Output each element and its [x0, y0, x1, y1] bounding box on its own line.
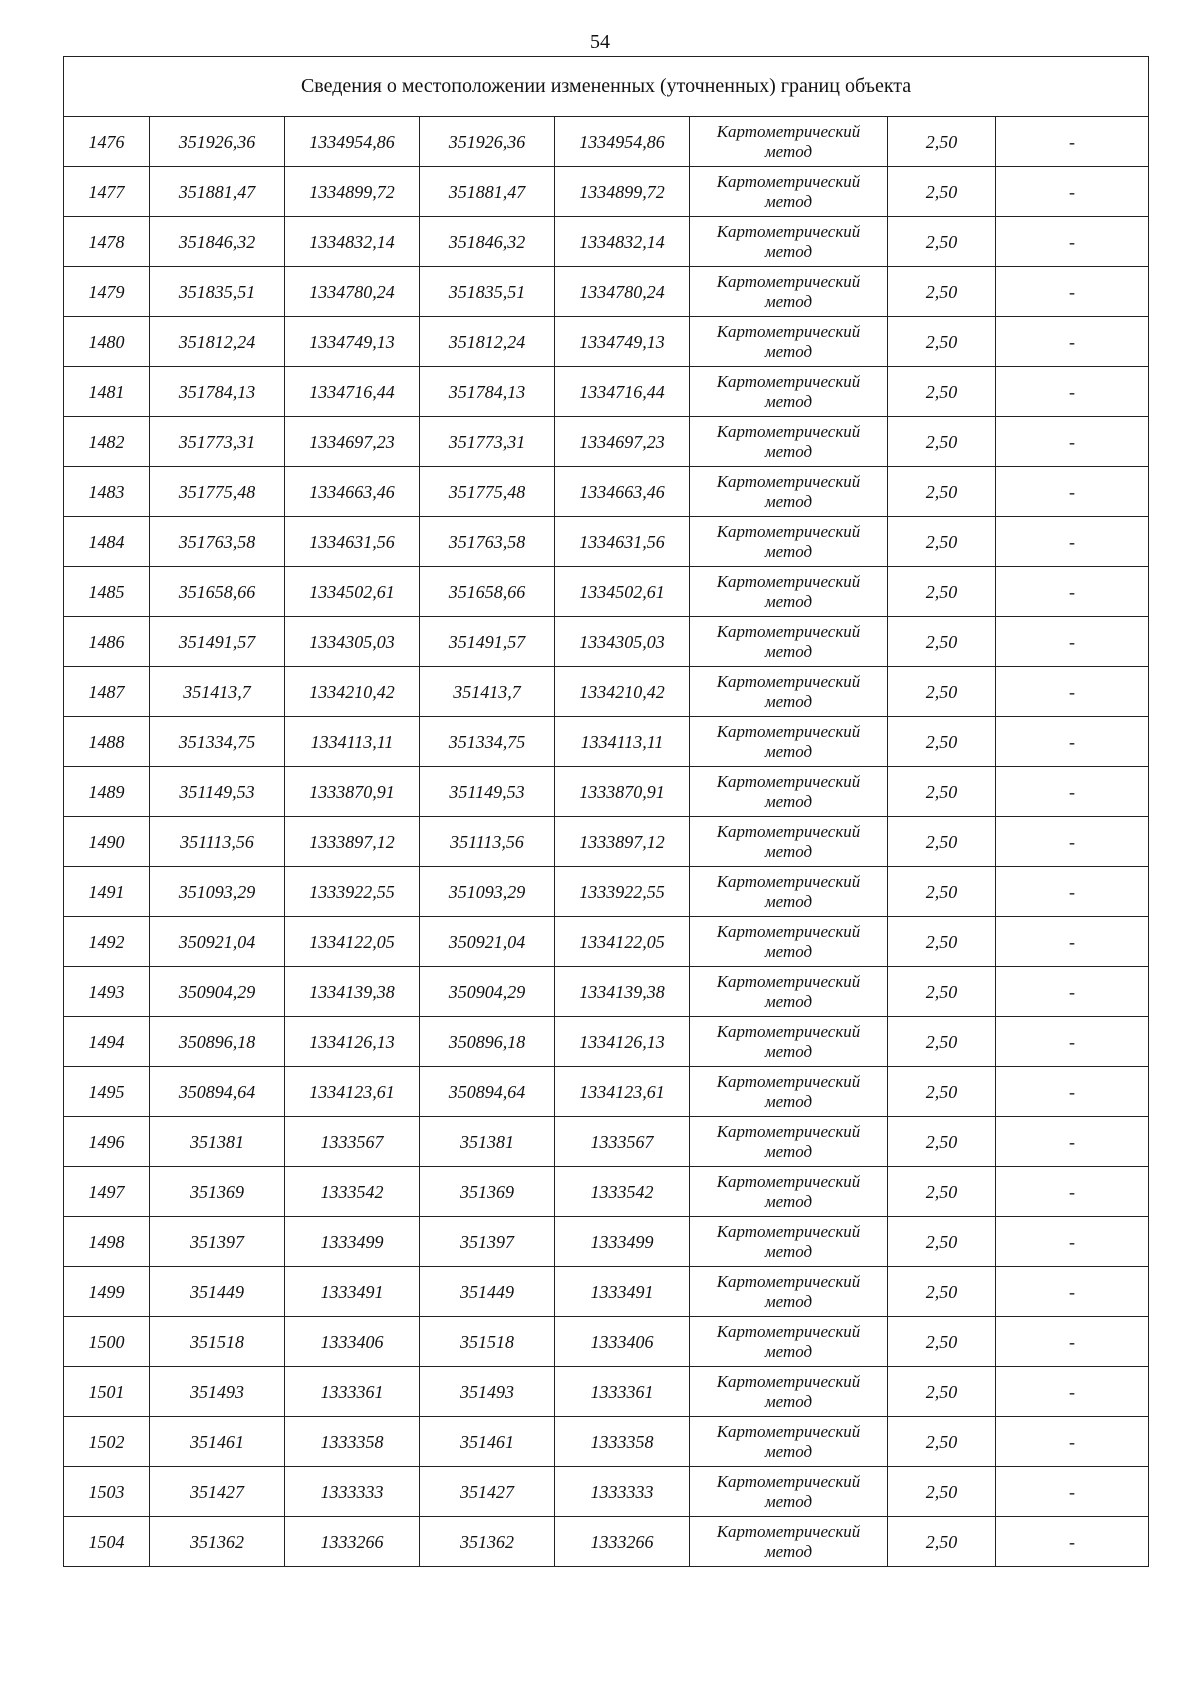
method-cell: Картометрический метод: [690, 1367, 888, 1417]
method-cell: Картометрический метод: [690, 1067, 888, 1117]
method-cell: Картометрический метод: [690, 467, 888, 517]
table-row: [64, 267, 1149, 317]
point-number-cell: 1496: [64, 1117, 150, 1167]
accuracy-cell: 2,50: [888, 1017, 996, 1067]
method-cell: Картометрический метод: [690, 767, 888, 817]
method-cell: Картометрический метод: [690, 1317, 888, 1367]
refined-y-cell: 1334697,23: [555, 417, 690, 467]
accuracy-cell: 2,50: [888, 1167, 996, 1217]
existing-x-cell: 351812,24: [150, 317, 285, 367]
description-cell: -: [996, 1117, 1149, 1167]
refined-x-cell: 351093,29: [420, 867, 555, 917]
accuracy-cell: 2,50: [888, 167, 996, 217]
description-cell: -: [996, 1367, 1149, 1417]
refined-x-cell: 351381: [420, 1117, 555, 1167]
existing-y-cell: 1334899,72: [285, 167, 420, 217]
existing-y-cell: 1334716,44: [285, 367, 420, 417]
refined-x-cell: 351369: [420, 1167, 555, 1217]
description-cell: -: [996, 967, 1149, 1017]
existing-x-cell: 350894,64: [150, 1067, 285, 1117]
existing-x-cell: 351763,58: [150, 517, 285, 567]
table-row: [64, 1467, 1149, 1517]
refined-x-cell: 351493: [420, 1367, 555, 1417]
point-number-cell: 1503: [64, 1467, 150, 1517]
description-cell: -: [996, 1267, 1149, 1317]
existing-x-cell: 351775,48: [150, 467, 285, 517]
table-row: [64, 317, 1149, 367]
description-cell: -: [996, 867, 1149, 917]
accuracy-cell: 2,50: [888, 1367, 996, 1417]
method-cell: Картометрический метод: [690, 917, 888, 967]
existing-y-cell: 1333491: [285, 1267, 420, 1317]
existing-y-cell: 1334123,61: [285, 1067, 420, 1117]
refined-x-cell: 351449: [420, 1267, 555, 1317]
refined-x-cell: 351461: [420, 1417, 555, 1467]
accuracy-cell: 2,50: [888, 717, 996, 767]
existing-x-cell: 351334,75: [150, 717, 285, 767]
refined-y-cell: 1333897,12: [555, 817, 690, 867]
refined-y-cell: 1334749,13: [555, 317, 690, 367]
refined-y-cell: 1333361: [555, 1367, 690, 1417]
method-cell: Картометрический метод: [690, 267, 888, 317]
refined-x-cell: 350896,18: [420, 1017, 555, 1067]
refined-x-cell: 351658,66: [420, 567, 555, 617]
refined-x-cell: 351113,56: [420, 817, 555, 867]
accuracy-cell: 2,50: [888, 517, 996, 567]
existing-x-cell: 350904,29: [150, 967, 285, 1017]
point-number-cell: 1478: [64, 217, 150, 267]
refined-x-cell: 351491,57: [420, 617, 555, 667]
point-number-cell: 1502: [64, 1417, 150, 1467]
table-row: [64, 467, 1149, 517]
description-cell: -: [996, 1217, 1149, 1267]
description-cell: -: [996, 1167, 1149, 1217]
existing-y-cell: 1333897,12: [285, 817, 420, 867]
table-row: [64, 1267, 1149, 1317]
method-cell: Картометрический метод: [690, 717, 888, 767]
table-title-row: [64, 57, 1149, 117]
existing-x-cell: 351381: [150, 1117, 285, 1167]
description-cell: -: [996, 917, 1149, 967]
point-number-cell: 1485: [64, 567, 150, 617]
point-number-cell: 1501: [64, 1367, 150, 1417]
description-cell: -: [996, 717, 1149, 767]
point-number-cell: 1492: [64, 917, 150, 967]
refined-x-cell: 351397: [420, 1217, 555, 1267]
refined-x-cell: 350921,04: [420, 917, 555, 967]
accuracy-cell: 2,50: [888, 617, 996, 667]
refined-x-cell: 351334,75: [420, 717, 555, 767]
refined-y-cell: 1334305,03: [555, 617, 690, 667]
method-cell: Картометрический метод: [690, 667, 888, 717]
accuracy-cell: 2,50: [888, 217, 996, 267]
existing-y-cell: 1334749,13: [285, 317, 420, 367]
method-cell: Картометрический метод: [690, 1467, 888, 1517]
refined-x-cell: 351362: [420, 1517, 555, 1567]
existing-y-cell: 1334126,13: [285, 1017, 420, 1067]
existing-x-cell: 351518: [150, 1317, 285, 1367]
existing-y-cell: 1333406: [285, 1317, 420, 1367]
existing-y-cell: 1333870,91: [285, 767, 420, 817]
method-cell: Картометрический метод: [690, 1117, 888, 1167]
description-cell: -: [996, 467, 1149, 517]
point-number-cell: 1504: [64, 1517, 150, 1567]
description-cell: -: [996, 767, 1149, 817]
method-cell: Картометрический метод: [690, 617, 888, 667]
refined-y-cell: 1334139,38: [555, 967, 690, 1017]
table-row: [64, 667, 1149, 717]
method-cell: Картометрический метод: [690, 1267, 888, 1317]
table-title: Сведения о местоположении измененных (уточненных) границ объекта: [64, 57, 1149, 117]
existing-y-cell: 1334954,86: [285, 117, 420, 167]
existing-y-cell: 1334780,24: [285, 267, 420, 317]
refined-x-cell: 351427: [420, 1467, 555, 1517]
existing-x-cell: 351658,66: [150, 567, 285, 617]
method-cell: Картометрический метод: [690, 567, 888, 617]
existing-y-cell: 1334663,46: [285, 467, 420, 517]
method-cell: Картометрический метод: [690, 1417, 888, 1467]
point-number-cell: 1476: [64, 117, 150, 167]
existing-x-cell: 351881,47: [150, 167, 285, 217]
method-cell: Картометрический метод: [690, 867, 888, 917]
existing-y-cell: 1333333: [285, 1467, 420, 1517]
accuracy-cell: 2,50: [888, 1417, 996, 1467]
accuracy-cell: 2,50: [888, 1317, 996, 1367]
refined-y-cell: 1333491: [555, 1267, 690, 1317]
table-row: [64, 517, 1149, 567]
description-cell: -: [996, 1517, 1149, 1567]
table-row: [64, 1117, 1149, 1167]
table-row: [64, 617, 1149, 667]
method-cell: Картометрический метод: [690, 1167, 888, 1217]
table-row: [64, 1167, 1149, 1217]
refined-y-cell: 1334113,11: [555, 717, 690, 767]
table-row: [64, 367, 1149, 417]
existing-x-cell: 351427: [150, 1467, 285, 1517]
method-cell: Картометрический метод: [690, 517, 888, 567]
refined-x-cell: 351763,58: [420, 517, 555, 567]
refined-x-cell: 351784,13: [420, 367, 555, 417]
point-number-cell: 1493: [64, 967, 150, 1017]
existing-x-cell: 351149,53: [150, 767, 285, 817]
description-cell: -: [996, 217, 1149, 267]
table-row: [64, 117, 1149, 167]
existing-y-cell: 1334832,14: [285, 217, 420, 267]
refined-y-cell: 1333922,55: [555, 867, 690, 917]
refined-y-cell: 1333567: [555, 1117, 690, 1167]
description-cell: -: [996, 1067, 1149, 1117]
table-row: [64, 717, 1149, 767]
existing-y-cell: 1333266: [285, 1517, 420, 1567]
existing-y-cell: 1333499: [285, 1217, 420, 1267]
existing-y-cell: 1334631,56: [285, 517, 420, 567]
existing-y-cell: 1333922,55: [285, 867, 420, 917]
table-row: [64, 417, 1149, 467]
existing-x-cell: 351491,57: [150, 617, 285, 667]
table-row: [64, 867, 1149, 917]
table-row: [64, 1367, 1149, 1417]
existing-x-cell: 351493: [150, 1367, 285, 1417]
point-number-cell: 1494: [64, 1017, 150, 1067]
accuracy-cell: 2,50: [888, 567, 996, 617]
accuracy-cell: 2,50: [888, 767, 996, 817]
table-row: [64, 917, 1149, 967]
refined-x-cell: 350894,64: [420, 1067, 555, 1117]
table-row: [64, 1067, 1149, 1117]
refined-y-cell: 1333542: [555, 1167, 690, 1217]
existing-x-cell: 351369: [150, 1167, 285, 1217]
method-cell: Картометрический метод: [690, 117, 888, 167]
description-cell: -: [996, 367, 1149, 417]
table-row: [64, 167, 1149, 217]
description-cell: -: [996, 667, 1149, 717]
existing-x-cell: 351461: [150, 1417, 285, 1467]
existing-x-cell: 351397: [150, 1217, 285, 1267]
accuracy-cell: 2,50: [888, 317, 996, 367]
refined-y-cell: 1334126,13: [555, 1017, 690, 1067]
refined-x-cell: 351846,32: [420, 217, 555, 267]
table-row: [64, 767, 1149, 817]
refined-x-cell: 351835,51: [420, 267, 555, 317]
refined-y-cell: 1334123,61: [555, 1067, 690, 1117]
point-number-cell: 1484: [64, 517, 150, 567]
method-cell: Картометрический метод: [690, 317, 888, 367]
accuracy-cell: 2,50: [888, 267, 996, 317]
point-number-cell: 1489: [64, 767, 150, 817]
existing-y-cell: 1333567: [285, 1117, 420, 1167]
refined-y-cell: 1333870,91: [555, 767, 690, 817]
method-cell: Картометрический метод: [690, 1517, 888, 1567]
existing-x-cell: 351784,13: [150, 367, 285, 417]
method-cell: Картометрический метод: [690, 217, 888, 267]
refined-y-cell: 1333333: [555, 1467, 690, 1517]
refined-y-cell: 1334502,61: [555, 567, 690, 617]
refined-y-cell: 1334716,44: [555, 367, 690, 417]
description-cell: -: [996, 1417, 1149, 1467]
description-cell: -: [996, 117, 1149, 167]
refined-y-cell: 1333358: [555, 1417, 690, 1467]
refined-y-cell: 1334210,42: [555, 667, 690, 717]
point-number-cell: 1487: [64, 667, 150, 717]
table-row: [64, 1217, 1149, 1267]
page-number: 54: [590, 31, 610, 53]
method-cell: Картометрический метод: [690, 1217, 888, 1267]
accuracy-cell: 2,50: [888, 817, 996, 867]
point-number-cell: 1500: [64, 1317, 150, 1367]
existing-x-cell: 351113,56: [150, 817, 285, 867]
refined-y-cell: 1333499: [555, 1217, 690, 1267]
refined-y-cell: 1334954,86: [555, 117, 690, 167]
description-cell: -: [996, 267, 1149, 317]
point-number-cell: 1486: [64, 617, 150, 667]
table-row: [64, 567, 1149, 617]
point-number-cell: 1481: [64, 367, 150, 417]
accuracy-cell: 2,50: [888, 867, 996, 917]
table-body: [64, 57, 1149, 1567]
description-cell: -: [996, 517, 1149, 567]
point-number-cell: 1477: [64, 167, 150, 217]
existing-x-cell: 351926,36: [150, 117, 285, 167]
refined-x-cell: 351775,48: [420, 467, 555, 517]
point-number-cell: 1480: [64, 317, 150, 367]
description-cell: -: [996, 567, 1149, 617]
accuracy-cell: 2,50: [888, 117, 996, 167]
accuracy-cell: 2,50: [888, 1467, 996, 1517]
description-cell: -: [996, 1317, 1149, 1367]
existing-y-cell: 1334502,61: [285, 567, 420, 617]
accuracy-cell: 2,50: [888, 667, 996, 717]
existing-y-cell: 1334697,23: [285, 417, 420, 467]
existing-y-cell: 1333542: [285, 1167, 420, 1217]
table-row: [64, 1017, 1149, 1067]
point-number-cell: 1490: [64, 817, 150, 867]
method-cell: Картометрический метод: [690, 367, 888, 417]
table-row: [64, 1517, 1149, 1567]
accuracy-cell: 2,50: [888, 1117, 996, 1167]
point-number-cell: 1497: [64, 1167, 150, 1217]
existing-y-cell: 1334305,03: [285, 617, 420, 667]
refined-y-cell: 1333266: [555, 1517, 690, 1567]
existing-y-cell: 1334122,05: [285, 917, 420, 967]
existing-y-cell: 1333361: [285, 1367, 420, 1417]
accuracy-cell: 2,50: [888, 1517, 996, 1567]
refined-x-cell: 351881,47: [420, 167, 555, 217]
method-cell: Картометрический метод: [690, 817, 888, 867]
point-number-cell: 1495: [64, 1067, 150, 1117]
refined-x-cell: 350904,29: [420, 967, 555, 1017]
boundary-coordinates-table: [63, 56, 1149, 1567]
accuracy-cell: 2,50: [888, 917, 996, 967]
existing-y-cell: 1334113,11: [285, 717, 420, 767]
point-number-cell: 1491: [64, 867, 150, 917]
refined-y-cell: 1334122,05: [555, 917, 690, 967]
point-number-cell: 1483: [64, 467, 150, 517]
existing-y-cell: 1334210,42: [285, 667, 420, 717]
accuracy-cell: 2,50: [888, 1217, 996, 1267]
method-cell: Картометрический метод: [690, 417, 888, 467]
description-cell: -: [996, 167, 1149, 217]
refined-y-cell: 1334780,24: [555, 267, 690, 317]
existing-x-cell: 350896,18: [150, 1017, 285, 1067]
table-row: [64, 1317, 1149, 1367]
existing-x-cell: 351773,31: [150, 417, 285, 467]
method-cell: Картометрический метод: [690, 167, 888, 217]
existing-x-cell: 351846,32: [150, 217, 285, 267]
refined-x-cell: 351812,24: [420, 317, 555, 367]
existing-y-cell: 1333358: [285, 1417, 420, 1467]
description-cell: -: [996, 1017, 1149, 1067]
refined-x-cell: 351413,7: [420, 667, 555, 717]
accuracy-cell: 2,50: [888, 967, 996, 1017]
method-cell: Картометрический метод: [690, 967, 888, 1017]
table-row: [64, 1417, 1149, 1467]
table-row: [64, 967, 1149, 1017]
existing-x-cell: 351093,29: [150, 867, 285, 917]
description-cell: -: [996, 817, 1149, 867]
existing-x-cell: 351362: [150, 1517, 285, 1567]
point-number-cell: 1498: [64, 1217, 150, 1267]
refined-x-cell: 351518: [420, 1317, 555, 1367]
refined-y-cell: 1334832,14: [555, 217, 690, 267]
point-number-cell: 1499: [64, 1267, 150, 1317]
refined-y-cell: 1334663,46: [555, 467, 690, 517]
description-cell: -: [996, 317, 1149, 367]
existing-x-cell: 351835,51: [150, 267, 285, 317]
existing-x-cell: 351413,7: [150, 667, 285, 717]
refined-x-cell: 351149,53: [420, 767, 555, 817]
description-cell: -: [996, 1467, 1149, 1517]
refined-y-cell: 1333406: [555, 1317, 690, 1367]
accuracy-cell: 2,50: [888, 417, 996, 467]
refined-y-cell: 1334631,56: [555, 517, 690, 567]
refined-x-cell: 351773,31: [420, 417, 555, 467]
point-number-cell: 1479: [64, 267, 150, 317]
refined-x-cell: 351926,36: [420, 117, 555, 167]
description-cell: -: [996, 617, 1149, 667]
existing-x-cell: 351449: [150, 1267, 285, 1317]
point-number-cell: 1488: [64, 717, 150, 767]
accuracy-cell: 2,50: [888, 1067, 996, 1117]
refined-y-cell: 1334899,72: [555, 167, 690, 217]
description-cell: -: [996, 417, 1149, 467]
existing-x-cell: 350921,04: [150, 917, 285, 967]
accuracy-cell: 2,50: [888, 367, 996, 417]
table-row: [64, 817, 1149, 867]
point-number-cell: 1482: [64, 417, 150, 467]
accuracy-cell: 2,50: [888, 467, 996, 517]
existing-y-cell: 1334139,38: [285, 967, 420, 1017]
accuracy-cell: 2,50: [888, 1267, 996, 1317]
method-cell: Картометрический метод: [690, 1017, 888, 1067]
table-row: [64, 217, 1149, 267]
